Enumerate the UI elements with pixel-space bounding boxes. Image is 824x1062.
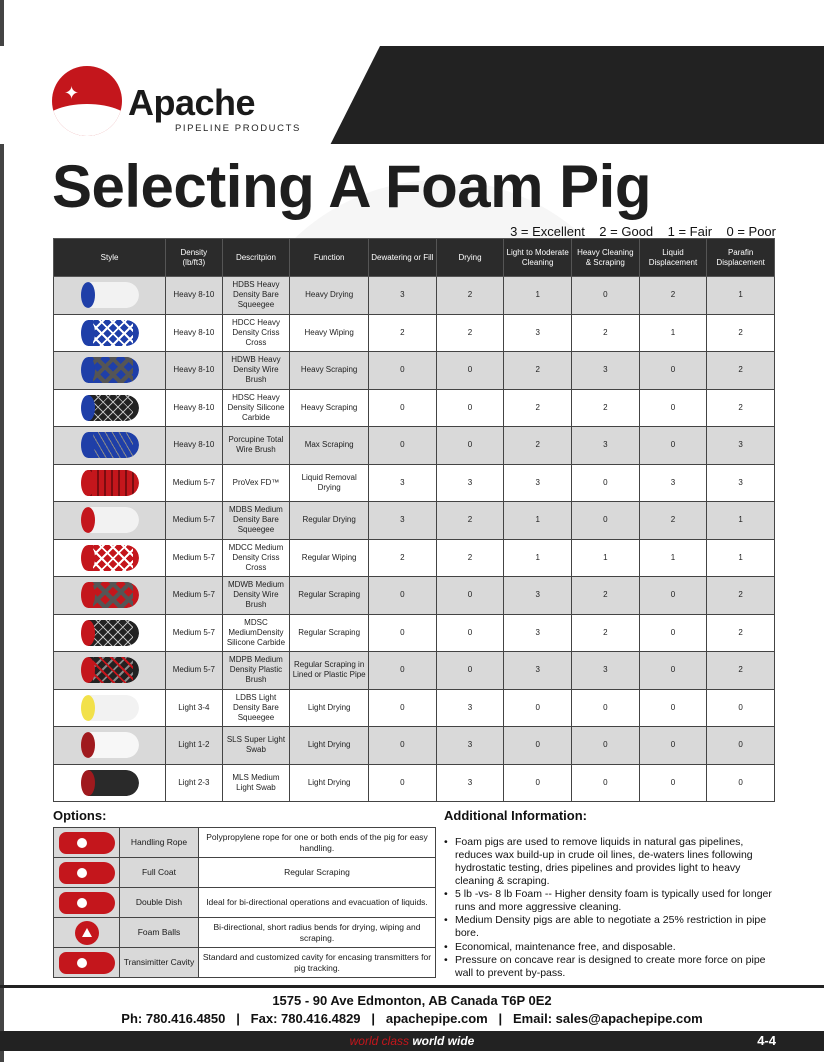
rating-cell: 0 xyxy=(436,389,504,427)
rating-cell: 3 xyxy=(504,652,572,690)
rating-cell: 2 xyxy=(436,277,504,315)
rating-cell: 2 xyxy=(707,577,775,615)
pig-image-cell xyxy=(54,464,166,502)
rating-cell: 3 xyxy=(639,464,707,502)
rating-cell: 3 xyxy=(436,727,504,765)
foam-pig-icon xyxy=(81,507,139,533)
option-image-cell xyxy=(54,948,120,978)
table-row xyxy=(54,277,775,315)
additional-info-heading: Additional Information: xyxy=(444,808,587,823)
rating-cell: 0 xyxy=(369,614,437,652)
rating-cell: 0 xyxy=(639,577,707,615)
rating-cell: 1 xyxy=(504,502,572,540)
rating-cell: 0 xyxy=(707,764,775,802)
rating-cell: 3 xyxy=(436,764,504,802)
rating-cell: 0 xyxy=(504,764,572,802)
pig-image-cell xyxy=(54,764,166,802)
option-name: Foam Balls xyxy=(120,918,199,948)
table-row xyxy=(54,502,775,540)
column-header: Density (lb/ft3) xyxy=(166,239,223,277)
density-cell: Heavy 8-10 xyxy=(166,389,223,427)
table-row xyxy=(54,577,775,615)
function-cell: Regular Scraping xyxy=(290,577,369,615)
function-cell: Heavy Scraping xyxy=(290,352,369,390)
density-cell: Heavy 8-10 xyxy=(166,352,223,390)
rating-cell: 2 xyxy=(639,502,707,540)
info-list-item: • Foam pigs are used to remove liquids in natural gas pipelines, reduces wax build-up in crude oil lines, de-waters lines following hydrostatic testing, dries pipelines and provides light to heavy cleaning & scraping. xyxy=(444,836,776,888)
function-cell: Heavy Drying xyxy=(290,277,369,315)
rating-cell: 1 xyxy=(639,539,707,577)
foam-pig-icon xyxy=(81,545,139,571)
rating-cell: 1 xyxy=(707,502,775,540)
column-header: Light to Moderate Cleaning xyxy=(504,239,572,277)
option-row xyxy=(54,888,436,918)
function-cell: Regular Scraping xyxy=(290,614,369,652)
description-cell: LDBS Light Density Bare Squeegee xyxy=(222,689,290,727)
brand-name: Apache xyxy=(128,82,256,123)
rating-cell: 0 xyxy=(639,689,707,727)
rating-cell: 0 xyxy=(369,652,437,690)
rating-cell: 0 xyxy=(639,352,707,390)
rating-cell: 0 xyxy=(572,764,640,802)
option-row xyxy=(54,828,436,858)
rating-cell: 3 xyxy=(504,464,572,502)
additional-info-list xyxy=(444,836,776,980)
rating-cell: 0 xyxy=(639,727,707,765)
description-cell: MDPB Medium Density Plastic Brush xyxy=(222,652,290,690)
function-cell: Regular Wiping xyxy=(290,539,369,577)
rating-cell: 0 xyxy=(369,764,437,802)
rating-cell: 0 xyxy=(639,389,707,427)
density-cell: Medium 5-7 xyxy=(166,502,223,540)
rating-legend: 3 = Excellent 2 = Good 1 = Fair 0 = Poor xyxy=(510,224,776,239)
option-pig-icon xyxy=(59,892,115,914)
function-cell: Light Drying xyxy=(290,764,369,802)
rating-cell: 3 xyxy=(504,577,572,615)
foam-pig-icon xyxy=(81,282,139,308)
description-cell: MDWB Medium Density Wire Brush xyxy=(222,577,290,615)
rating-cell: 2 xyxy=(369,539,437,577)
rating-cell: 0 xyxy=(369,689,437,727)
rating-cell: 0 xyxy=(504,689,572,727)
rating-cell: 2 xyxy=(504,352,572,390)
pig-image-cell xyxy=(54,539,166,577)
description-cell: ProVex FD™ xyxy=(222,464,290,502)
pig-image-cell xyxy=(54,652,166,690)
function-cell: Regular Scraping in Lined or Plastic Pipe xyxy=(290,652,369,690)
description-cell: HDSC Heavy Density Silicone Carbide xyxy=(222,389,290,427)
rating-cell: 0 xyxy=(436,577,504,615)
foam-pig-icon xyxy=(81,470,139,496)
rating-cell: 0 xyxy=(572,502,640,540)
options-table xyxy=(53,827,436,978)
density-cell: Light 2-3 xyxy=(166,764,223,802)
info-list-item: • Medium Density pigs are able to negotiate a 25% restriction in pipe bore. xyxy=(444,914,776,940)
description-cell: MDBS Medium Density Bare Squeegee xyxy=(222,502,290,540)
column-header: Drying xyxy=(436,239,504,277)
rating-cell: 3 xyxy=(436,464,504,502)
table-row xyxy=(54,614,775,652)
option-name: Transimitter Cavity xyxy=(120,948,199,978)
rating-cell: 2 xyxy=(707,389,775,427)
rating-cell: 3 xyxy=(572,652,640,690)
rating-cell: 1 xyxy=(707,277,775,315)
pig-selection-table xyxy=(53,238,775,802)
rating-cell: 3 xyxy=(572,352,640,390)
foam-pig-icon xyxy=(81,395,139,421)
foam-pig-icon xyxy=(81,620,139,646)
table-row xyxy=(54,539,775,577)
column-header: Dewatering or Fill xyxy=(369,239,437,277)
table-row xyxy=(54,389,775,427)
rating-cell: 0 xyxy=(436,352,504,390)
rating-cell: 3 xyxy=(504,614,572,652)
table-row xyxy=(54,352,775,390)
rating-cell: 3 xyxy=(572,427,640,465)
table-row xyxy=(54,764,775,802)
pig-image-cell xyxy=(54,314,166,352)
rating-cell: 0 xyxy=(436,614,504,652)
density-cell: Medium 5-7 xyxy=(166,614,223,652)
option-pig-icon xyxy=(59,952,115,974)
option-row xyxy=(54,858,436,888)
density-cell: Heavy 8-10 xyxy=(166,277,223,315)
rating-cell: 2 xyxy=(707,314,775,352)
option-name: Handling Rope xyxy=(120,828,199,858)
foam-pig-icon xyxy=(81,770,139,796)
pig-image-cell xyxy=(54,427,166,465)
table-row xyxy=(54,464,775,502)
rating-cell: 1 xyxy=(504,539,572,577)
rating-cell: 3 xyxy=(504,314,572,352)
rating-cell: 0 xyxy=(639,427,707,465)
option-row xyxy=(54,918,436,948)
description-cell: MDCC Medium Density Criss Cross xyxy=(222,539,290,577)
column-header: Liquid Displacement xyxy=(639,239,707,277)
foam-pig-icon xyxy=(81,657,139,683)
option-description: Ideal for bi-directional operations and evacuation of liquids. xyxy=(199,888,436,918)
pig-image-cell xyxy=(54,689,166,727)
rating-cell: 0 xyxy=(572,464,640,502)
rating-cell: 3 xyxy=(707,427,775,465)
foam-pig-icon xyxy=(81,582,139,608)
foam-pig-icon xyxy=(81,432,139,458)
info-list-item: • Pressure on concave rear is designed to create more force on pipe wall to prevent by-pass. xyxy=(444,954,776,980)
rating-cell: 2 xyxy=(707,652,775,690)
rating-cell: 0 xyxy=(572,727,640,765)
pig-image-cell xyxy=(54,614,166,652)
option-name: Double Dish xyxy=(120,888,199,918)
info-list-item: • Economical, maintenance free, and disposable. xyxy=(444,941,776,954)
option-name: Full Coat xyxy=(120,858,199,888)
rating-cell: 1 xyxy=(639,314,707,352)
option-description: Bi-directional, short radius bends for drying, wiping and scraping. xyxy=(199,918,436,948)
rating-cell: 0 xyxy=(707,689,775,727)
rating-cell: 0 xyxy=(639,614,707,652)
option-description: Standard and customized cavity for encasing transmitters for pig tracking. xyxy=(199,948,436,978)
function-cell: Heavy Scraping xyxy=(290,389,369,427)
footer-tagline xyxy=(0,1034,824,1048)
density-cell: Light 3-4 xyxy=(166,689,223,727)
option-pig-icon xyxy=(59,832,115,854)
density-cell: Medium 5-7 xyxy=(166,539,223,577)
logo-icon: ✦ xyxy=(52,66,122,136)
rating-cell: 0 xyxy=(369,577,437,615)
tagline-world-class: world class xyxy=(349,1034,409,1048)
pig-image-cell xyxy=(54,727,166,765)
table-body xyxy=(54,277,775,802)
rating-cell: 2 xyxy=(572,389,640,427)
column-header: Parafin Displacement xyxy=(707,239,775,277)
footer-contact: Ph: 780.416.4850 | Fax: 780.416.4829 | apachepipe.com | Email: sales@apachepipe.com xyxy=(121,1011,703,1026)
table-row xyxy=(54,314,775,352)
rating-cell: 0 xyxy=(369,352,437,390)
function-cell: Heavy Wiping xyxy=(290,314,369,352)
table-row xyxy=(54,727,775,765)
option-description: Regular Scraping xyxy=(199,858,436,888)
pig-image-cell xyxy=(54,277,166,315)
rating-cell: 2 xyxy=(572,314,640,352)
rating-cell: 0 xyxy=(504,727,572,765)
description-cell: Porcupine Total Wire Brush xyxy=(222,427,290,465)
column-header: Descritpion xyxy=(222,239,290,277)
function-cell: Max Scraping xyxy=(290,427,369,465)
foam-pig-icon xyxy=(81,695,139,721)
footer-address: 1575 - 90 Ave Edmonton, AB Canada T6P 0E2 xyxy=(272,993,552,1008)
description-cell: HDWB Heavy Density Wire Brush xyxy=(222,352,290,390)
function-cell: Light Drying xyxy=(290,689,369,727)
rating-cell: 2 xyxy=(436,502,504,540)
brand-subtitle: PIPELINE PRODUCTS xyxy=(175,123,301,134)
rating-cell: 2 xyxy=(504,427,572,465)
rating-cell: 1 xyxy=(572,539,640,577)
rating-cell: 0 xyxy=(369,389,437,427)
tagline-world-wide: world wide xyxy=(412,1034,475,1048)
option-description: Polypropylene rope for one or both ends of the pig for easy handling. xyxy=(199,828,436,858)
info-list-item: • 5 lb -vs- 8 lb Foam -- Higher density foam is typically used for longer runs and more aggressive cleaning. xyxy=(444,888,776,914)
rating-cell: 2 xyxy=(436,539,504,577)
density-cell: Heavy 8-10 xyxy=(166,427,223,465)
option-pig-icon xyxy=(75,921,99,945)
rating-cell: 0 xyxy=(369,727,437,765)
foam-pig-icon xyxy=(81,357,139,383)
pig-image-cell xyxy=(54,577,166,615)
rating-cell: 2 xyxy=(572,577,640,615)
rating-cell: 0 xyxy=(639,764,707,802)
option-image-cell xyxy=(54,888,120,918)
rating-cell: 2 xyxy=(707,352,775,390)
density-cell: Heavy 8-10 xyxy=(166,314,223,352)
rating-cell: 0 xyxy=(572,277,640,315)
rating-cell: 0 xyxy=(436,427,504,465)
page-number: 4-4 xyxy=(757,1033,776,1048)
rating-cell: 0 xyxy=(639,652,707,690)
rating-cell: 3 xyxy=(369,277,437,315)
pig-image-cell xyxy=(54,502,166,540)
rating-cell: 0 xyxy=(369,427,437,465)
column-header: Heavy Cleaning & Scraping xyxy=(572,239,640,277)
page-title: Selecting A Foam Pig xyxy=(52,153,651,220)
footer-rule xyxy=(0,985,824,988)
rating-cell: 2 xyxy=(369,314,437,352)
column-header: Style xyxy=(54,239,166,277)
pig-image-cell xyxy=(54,389,166,427)
density-cell: Medium 5-7 xyxy=(166,464,223,502)
rating-cell: 2 xyxy=(504,389,572,427)
rating-cell: 3 xyxy=(369,464,437,502)
description-cell: MLS Medium Light Swab xyxy=(222,764,290,802)
rating-cell: 2 xyxy=(572,614,640,652)
rating-cell: 3 xyxy=(707,464,775,502)
function-cell: Regular Drying xyxy=(290,502,369,540)
function-cell: Liquid Removal Drying xyxy=(290,464,369,502)
foam-pig-icon xyxy=(81,320,139,346)
rating-cell: 2 xyxy=(707,614,775,652)
rating-cell: 3 xyxy=(436,689,504,727)
option-image-cell xyxy=(54,828,120,858)
density-cell: Light 1-2 xyxy=(166,727,223,765)
column-header: Function xyxy=(290,239,369,277)
option-pig-icon xyxy=(59,862,115,884)
description-cell: HDCC Heavy Density Criss Cross xyxy=(222,314,290,352)
rating-cell: 1 xyxy=(707,539,775,577)
options-heading: Options: xyxy=(53,808,107,823)
rating-cell: 1 xyxy=(504,277,572,315)
description-cell: HDBS Heavy Density Bare Squeegee xyxy=(222,277,290,315)
rating-cell: 2 xyxy=(639,277,707,315)
table-header-row xyxy=(54,239,775,277)
table-row xyxy=(54,427,775,465)
option-image-cell xyxy=(54,858,120,888)
table-row xyxy=(54,689,775,727)
density-cell: Medium 5-7 xyxy=(166,652,223,690)
rating-cell: 0 xyxy=(707,727,775,765)
description-cell: MDSC MediumDensity Silicone Carbide xyxy=(222,614,290,652)
table-row xyxy=(54,652,775,690)
density-cell: Medium 5-7 xyxy=(166,577,223,615)
rating-cell: 0 xyxy=(436,652,504,690)
function-cell: Light Drying xyxy=(290,727,369,765)
option-row xyxy=(54,948,436,978)
option-image-cell xyxy=(54,918,120,948)
rating-cell: 0 xyxy=(572,689,640,727)
foam-pig-icon xyxy=(81,732,139,758)
left-edge-rule xyxy=(0,0,4,1062)
rating-cell: 3 xyxy=(369,502,437,540)
description-cell: SLS Super Light Swab xyxy=(222,727,290,765)
pig-image-cell xyxy=(54,352,166,390)
rating-cell: 2 xyxy=(436,314,504,352)
